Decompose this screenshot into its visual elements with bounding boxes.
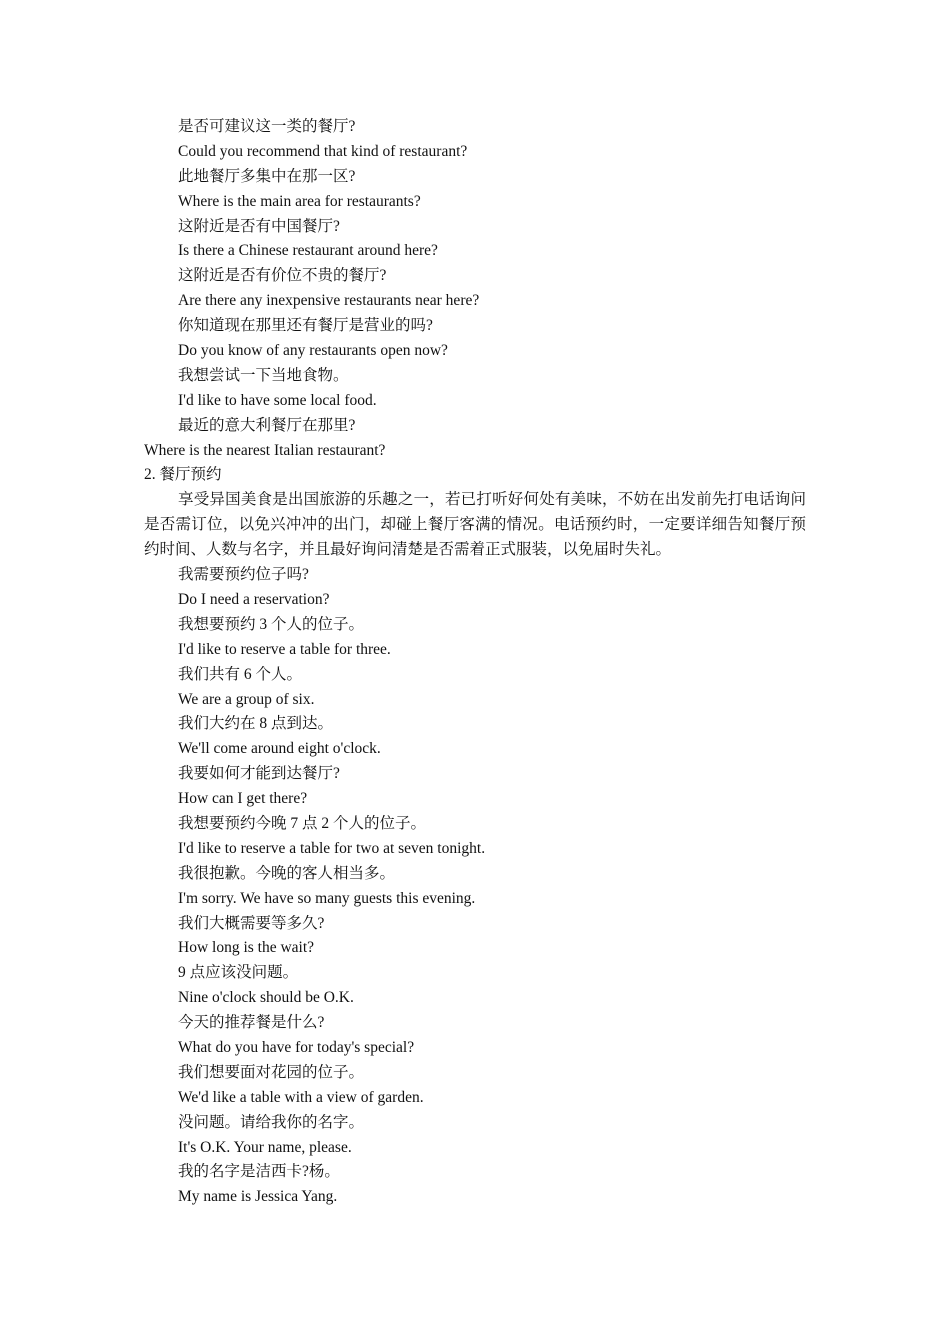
phrase-line: I'd like to reserve a table for two at seven tonight. [178, 839, 486, 857]
phrase-line: 我想尝试一下当地食物。 [178, 366, 349, 384]
phrase-line: I'm sorry. We have so many guests this evening. [178, 889, 476, 907]
phrase-line: 我们共有 6 个人。 [178, 665, 303, 683]
phrase-line: 我想要预约今晚 7 点 2 个人的位子。 [178, 814, 427, 832]
phrase-line: It's O.K. Your name, please. [178, 1138, 352, 1156]
phrase-line: We'd like a table with a view of garden. [178, 1088, 424, 1106]
phrase-line: Nine o'clock should be O.K. [178, 989, 354, 1007]
section-paragraph: 享受异国美食是出国旅游的乐趣之一，若已打听好何处有美味，不妨在出发前先打电话询问是否需订位，以免兴冲冲的出门，却碰上餐厅客满的情况。电话预约时，一定要详细告知餐厅预约时间、人数与名字，并且最好询问清楚是否需着正式服装，以免届时失礼。 [144, 491, 806, 559]
document-page [0, 115, 950, 1210]
phrase-line: 没问题。请给我你的名字。 [178, 1113, 365, 1131]
phrase-line: My name is Jessica Yang. [178, 1188, 338, 1206]
phrase-line: How long is the wait? [178, 939, 315, 957]
phrase-line: 我要如何才能到达餐厅? [178, 765, 340, 783]
phrase-line: 这附近是否有中国餐厅? [178, 217, 340, 235]
section-heading: 2. 餐厅预约 [144, 466, 222, 484]
phrase-line: 我们大概需要等多久? [178, 914, 325, 932]
phrase-line: 我需要预约位子吗? [178, 566, 309, 584]
phrase-line: 是否可建议这一类的餐厅? [178, 118, 356, 135]
phrase-line: 我的名字是洁西卡?杨。 [178, 1163, 340, 1181]
phrase-line: 这附近是否有价位不贵的餐厅? [178, 267, 387, 285]
phrase-line: 今天的推荐餐是什么? [178, 1014, 325, 1032]
phrase-line-unindented: Where is the nearest Italian restaurant? [144, 441, 386, 459]
phrase-line: How can I get there? [178, 790, 308, 808]
phrase-line: I'd like to have some local food. [178, 391, 377, 409]
phrase-line: We'll come around eight o'clock. [178, 740, 381, 758]
phrase-line: 我们大约在 8 点到达。 [178, 715, 334, 733]
phrase-line: 我想要预约 3 个人的位子。 [178, 615, 365, 633]
phrase-line: 我们想要面对花园的位子。 [178, 1063, 365, 1081]
phrase-line: 9 点应该没问题。 [178, 964, 299, 982]
phrase-line: Do I need a reservation? [178, 590, 330, 608]
phrase-line: 你知道现在那里还有餐厅是营业的吗? [178, 317, 433, 335]
phrase-line: Are there any inexpensive restaurants near here? [178, 292, 480, 310]
phrase-line: 此地餐厅多集中在那一区? [178, 167, 356, 185]
phrase-line: We are a group of six. [178, 690, 315, 708]
phrase-line: What do you have for today's special? [178, 1039, 415, 1056]
phrase-line: Do you know of any restaurants open now? [178, 342, 448, 360]
phrase-line: Could you recommend that kind of restaurant? [178, 142, 468, 160]
phrase-line: 最近的意大利餐厅在那里? [178, 416, 356, 434]
phrase-line: 我很抱歉。今晚的客人相当多。 [178, 864, 396, 882]
phrase-line: I'd like to reserve a table for three. [178, 640, 391, 658]
phrase-line: Is there a Chinese restaurant around here? [178, 242, 438, 260]
phrase-line: Where is the main area for restaurants? [178, 192, 421, 210]
